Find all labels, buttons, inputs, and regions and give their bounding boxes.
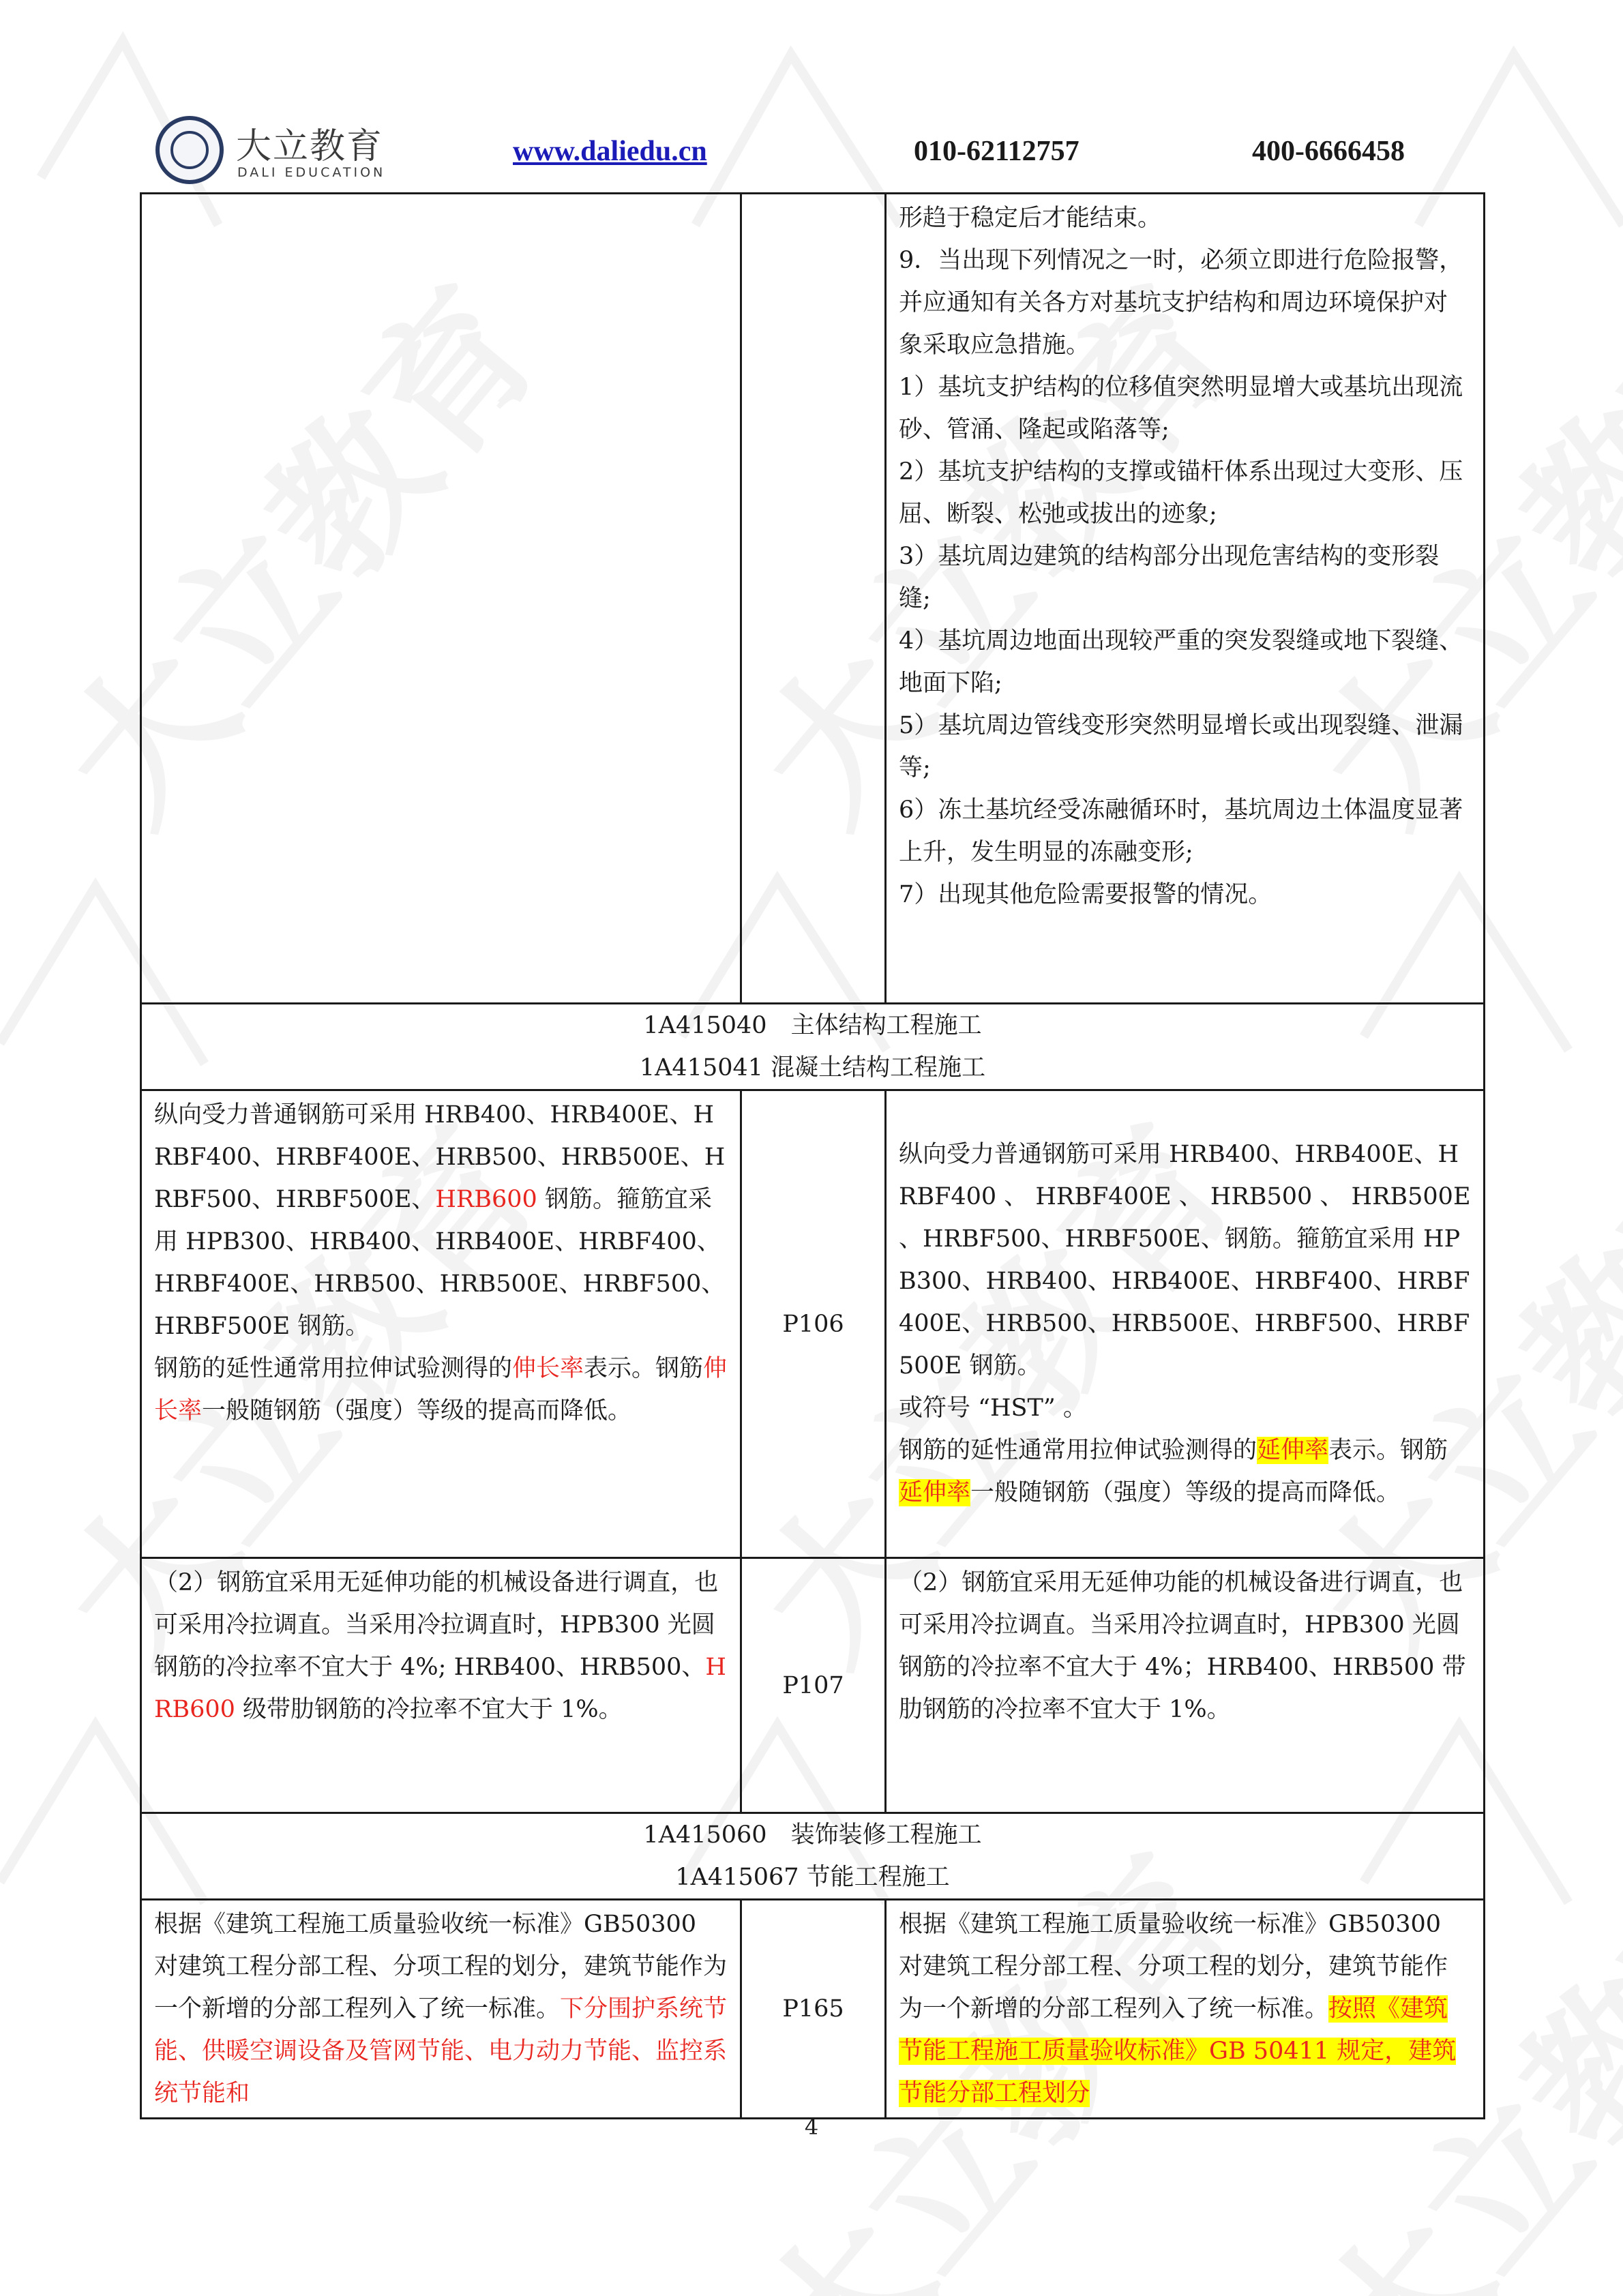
list-item: 1）基坑支护结构的位移值突然明显增大或基坑出现流砂、管涌、隆起或陷落等; [899,374,1463,443]
section-heading [141,1004,1485,1090]
old-text-cell [141,1900,741,2119]
paragraph: 形趋于稳定后才能结束。 [899,205,1162,232]
logo-name: 大立教育 [236,126,384,167]
list-item: 6）冻土基坑经受冻融循环时，基坑周边土体温度显著上升，发生明显的冻融变形; [899,796,1463,866]
changed-text: 伸长率 [154,1355,728,1425]
paragraph: （2）钢筋宜采用无延伸功能的机械设备进行调直，也可采用冷拉调直。当采用冷拉调直时，HPB300 光圆钢筋的冷拉率不宜大于 4%；HRB400、HRB500 带肋钢筋的冷拉率不宜大于 1%。 [899,1569,1466,1723]
section-title: 1A415060 装饰装修工程施工 [643,1821,982,1849]
brand-logo [155,116,401,191]
list-item: 2）基坑支护结构的支撑或锚杆体系出现过大变形、压屈、断裂、松弛或拔出的迹象; [899,458,1463,528]
page-number: 4 [804,2114,819,2140]
changed-text: 下分围护系统节能、供暖空调设备及管网节能、电力动力节能、监控系统节能和 [154,1995,728,2107]
section-title: 1A415040 主体结构工程施工 [643,1012,982,1039]
paragraph: 根据《建筑工程施工质量验收统一标准》GB50300 对建筑工程分部工程、分项工程的划分，建筑节能作为一个新增的分部工程列入了统一标准。下分围护系统节能、供暖空调设备及管网节能、电力动力节能、监控系统节能和 [154,1911,728,2107]
paragraph: 或符号 “HST” 。 [899,1395,1087,1422]
new-text-cell [886,194,1485,1004]
list-item: 7）出现其他危险需要报警的情况。 [899,881,1272,908]
highlighted-text: 延伸率 [1257,1437,1329,1464]
comparison-table [140,192,1485,2119]
section-header-row [141,1813,1485,1900]
old-text-cell [141,194,741,1004]
changed-text: 伸长率 [512,1355,584,1382]
changed-text: HRB600 [154,1654,726,1723]
paragraph: 根据《建筑工程施工质量验收统一标准》GB50300 对建筑工程分部工程、分项工程的划分，建筑节能作为一个新增的分部工程列入了统一标准。按照《建筑节能工程施工质量验收标准》GB 50411 规定，建筑节能分部工程划分 [899,1911,1457,2107]
new-text-cell [886,1558,1485,1813]
phone-number-hotline: 400-6666458 [1252,136,1405,167]
section-header-row [141,1004,1485,1090]
highlighted-text: 延伸率 [899,1479,971,1506]
phone-number-primary: 010-62112757 [914,136,1079,167]
page-ref-cell: P106 [741,1090,886,1558]
table-row [141,1900,1485,2119]
table-row [141,1090,1485,1558]
website-link[interactable]: www.daliedu.cn [513,136,707,167]
page-ref-cell: P107 [741,1558,886,1813]
list-item: 4）基坑周边地面出现较严重的突发裂缝或地下裂缝、地面下陷; [899,627,1463,697]
changed-text: HRB600 [435,1186,537,1213]
old-text-cell [141,1090,741,1558]
paragraph: 纵向受力普通钢筋可采用 HRB400、HRB400E、HRBF400、HRBF400E、HRB500、HRB500E、HRBF500、HRBF500E、HRB600 钢筋。箍筋宜采用 HPB300、HRB400、HRB400E、HRBF400、HRBF400E、HRB500、HRB500E、HRBF500、HRBF500E 钢筋。 [154,1101,726,1340]
page-ref-cell: P165 [741,1900,886,2119]
subsection-title: 1A415067 节能工程施工 [675,1864,950,1891]
subsection-title: 1A415041 混凝土结构工程施工 [639,1054,986,1082]
table-row [141,194,1485,1004]
logo-emblem-icon [155,116,224,184]
new-text-cell [886,1900,1485,2119]
paragraph: 9．当出现下列情况之一时，必须立即进行危险报警，并应通知有关各方对基坑支护结构和周边环境保护对象采取应急措施。 [899,247,1463,359]
paragraph: （2）钢筋宜采用无延伸功能的机械设备进行调直，也可采用冷拉调直。当采用冷拉调直时，HPB300 光圆钢筋的冷拉率不宜大于 4%; HRB400、HRB500、HRB600 级带肋钢筋的冷拉率不宜大于 1%。 [154,1569,726,1723]
old-text-cell [141,1558,741,1813]
paragraph: 钢筋的延性通常用拉伸试验测得的伸长率表示。钢筋伸长率一般随钢筋（强度）等级的提高而降低。 [154,1355,728,1425]
page-header [0,0,1623,191]
paragraph: 纵向受力普通钢筋可采用 HRB400、HRB400E、HRBF400 、 HRBF400E 、 HRB500 、 HRB500E 、HRBF500、HRBF500E、钢筋。箍筋宜采用 HPB300、HRB400、HRB400E、HRBF400、HRBF400E、HRB500、HRB500E、HRBF500、HRBF500E 钢筋。 [899,1141,1471,1380]
logo-subtitle: DALI EDUCATION [237,165,386,180]
highlighted-text: 按照《建筑节能工程施工质量验收标准》GB 50411 规定，建筑节能分部工程划分 [899,1995,1457,2107]
section-heading [141,1813,1485,1900]
paragraph: 钢筋的延性通常用拉伸试验测得的延伸率表示。钢筋延伸率一般随钢筋（强度）等级的提高而降低。 [899,1437,1448,1506]
list-item: 3）基坑周边建筑的结构部分出现危害结构的变形裂缝; [899,543,1440,612]
list-item: 5）基坑周边管线变形突然明显增长或出现裂缝、泄漏等; [899,712,1463,781]
table-row [141,1558,1485,1813]
new-text-cell [886,1090,1485,1558]
page-ref-cell [741,194,886,1004]
